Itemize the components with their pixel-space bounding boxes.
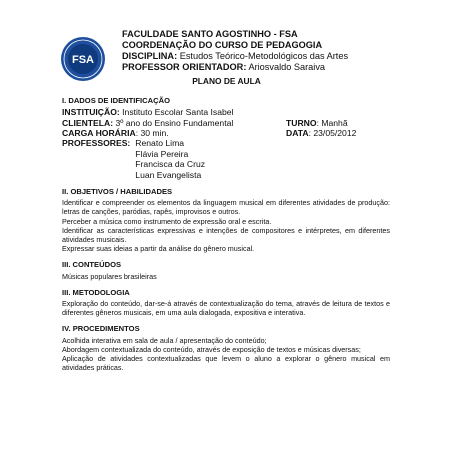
methodology-text: Exploração do conteúdo, dar-se-á através de contextualização do tema, através de leitura de textos e diferentes gêneros musicais, em uma aula dialogada, expositiva e interativa. [62,299,390,318]
clientele-value: 3º ano do Ensino Fundamental [115,117,234,128]
contents-heading: III. CONTEÚDOS [62,260,122,270]
teacher-name: Flávia Pereira [135,148,189,159]
logo-text: FSA [72,54,94,66]
workload-label: CARGA HORÁRIA [62,128,136,139]
objective-item: Expressar suas ideias a partir da análise do gênero musical. [62,244,255,254]
workload-line [62,128,390,138]
document-body [62,96,390,373]
clientele-line [62,118,390,128]
contents-text: Músicas populares brasileiras [62,271,157,281]
clientele-label: CLIENTELA: [62,117,114,128]
procedures-heading: IV. PROCEDIMENTOS [62,324,140,334]
discipline-value: Estudos Teórico-Metodológicos das Artes [179,51,349,61]
workload-value: : 30 min. [135,128,169,139]
objective-item: Perceber a música como instrumento de expressão oral e escrita. [62,216,272,226]
procedure-item: Acolhida interativa em sala de aula / apresentação do conteúdo; [62,335,267,345]
identification-heading: I. DADOS DE IDENTIFICAÇÃO [62,96,171,105]
teacher-name: Francisca da Cruz [135,159,206,170]
teachers-block [62,138,390,180]
institution-label: INSTITUIÇÃO: [62,107,120,118]
shift-label: TURNO [286,117,317,128]
shift-value: : Manhã [316,117,348,128]
teacher-name: Luan Evangelista [135,169,202,180]
date-label: DATA [286,128,309,139]
objectives-heading: II. OBJETIVOS / HABILIDADES [62,187,173,197]
methodology-heading: III. METODOLOGIA [62,287,130,297]
procedure-item: Aplicação de atividades contextualizadas que levem o aluno a explorar o gênero musical em atividades práticas. [62,354,390,373]
teachers-list [135,138,205,180]
institution-value: Instituto Escolar Santa Isabel [122,107,234,118]
discipline-label: DISCIPLINA: [122,51,178,61]
advisor-label: PROFESSOR ORIENTADOR: [122,62,247,72]
objective-item: Identificar as características expressivas e intenções de compositores e intérpretes, em diferentes atividades musicais. [62,225,390,245]
page-title: PLANO DE AULA [192,76,261,86]
objective-item: Identificar e compreender os elementos da linguagem musical em diferentes atividades de produção: letras de canções, paródias, rapês, improvisos e outros. [62,198,390,217]
advisor-value: Ariosvaldo Saraiva [248,62,326,72]
teacher-name: Renato Lima [135,138,185,149]
institution-line [62,107,390,117]
date-value: : 23/05/2012 [308,128,357,139]
teachers-label: PROFESSORES: [62,138,131,149]
procedure-item: Abordagem contextualizada do conteúdo, através de exposição de textos e músicas diversas; [62,344,361,354]
coordination-name: COORDENAÇÃO DO CURSO DE PEDAGOGIA [122,40,323,50]
institution-name: FACULDADE SANTO AGOSTINHO - FSA [122,29,298,39]
document-header [122,29,348,73]
